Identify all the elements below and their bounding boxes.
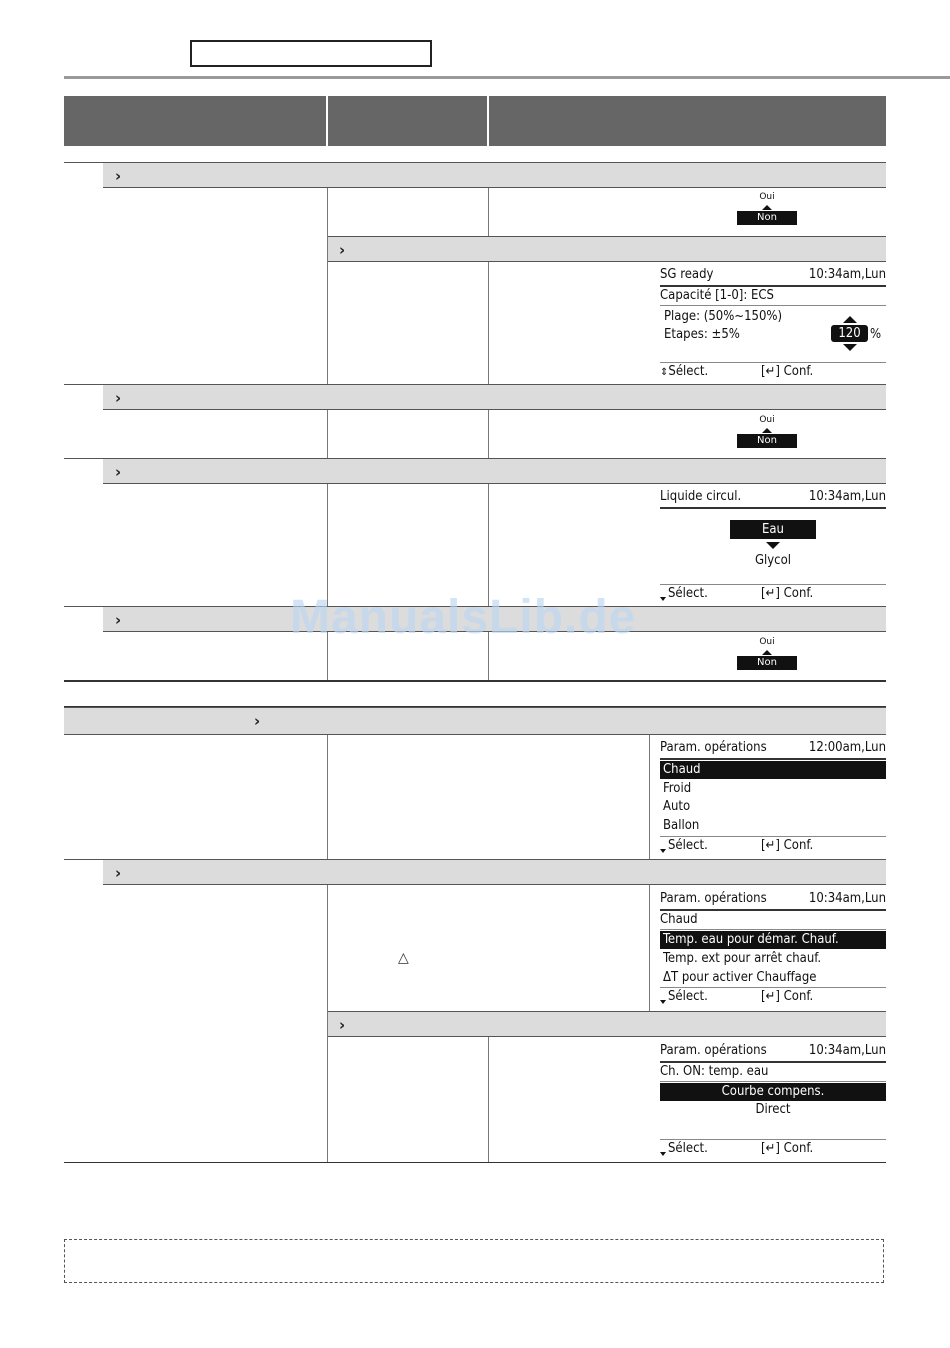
- screen-title: Param. opérations: [660, 1043, 767, 1058]
- option[interactable]: Glycol: [754, 553, 792, 568]
- option-non-selected[interactable]: Non: [737, 211, 797, 225]
- chevron-right-icon: ›: [339, 1016, 346, 1034]
- arrow-up-icon: [843, 316, 857, 323]
- select-hint: Sélect.: [660, 989, 708, 1004]
- column-divider: [327, 410, 328, 458]
- menu-path-bar: [103, 458, 886, 484]
- column-divider: [488, 484, 489, 606]
- confirm-hint: [↵] Conf.: [761, 364, 814, 379]
- column-divider: [488, 410, 489, 458]
- lcd-screen-sg-ready: [660, 266, 886, 382]
- arrow-down-icon: [843, 344, 857, 351]
- screen-time: 12:00am,Lun: [808, 740, 886, 755]
- table-header-col3: [489, 96, 886, 146]
- menu-item[interactable]: Temp. ext pour arrêt chauf.: [663, 951, 822, 966]
- column-divider: [488, 1037, 489, 1162]
- note-box: [64, 1239, 884, 1283]
- screen-time: 10:34am,Lun: [808, 267, 886, 282]
- menu-item[interactable]: Ballon: [663, 818, 700, 833]
- menu-item-selected[interactable]: Temp. eau pour démar. Chauf.: [660, 931, 886, 949]
- confirm-hint: [↵] Conf.: [761, 1141, 814, 1156]
- down-arrow-icon: [660, 849, 666, 853]
- screen-title: Param. opérations: [660, 891, 767, 906]
- steps-text: Etapes: ±5%: [664, 327, 740, 342]
- option-oui[interactable]: Oui: [759, 415, 775, 425]
- range-text: Plage: (50%~150%): [664, 309, 783, 324]
- confirm-hint: [↵] Conf.: [761, 989, 814, 1004]
- screen-title: SG ready: [660, 267, 714, 282]
- select-hint: Sélect.: [660, 586, 708, 601]
- yes-no-selector[interactable]: [737, 415, 797, 448]
- table-header-col1: [64, 96, 326, 146]
- chevron-right-icon: ›: [115, 864, 122, 882]
- screen-time: 10:34am,Lun: [808, 891, 886, 906]
- lcd-screen-param-3: [660, 1042, 886, 1160]
- column-divider: [327, 188, 328, 384]
- lcd-screen-liquide: [660, 488, 886, 604]
- value-display[interactable]: 120: [831, 325, 868, 342]
- menu-item[interactable]: Froid: [663, 781, 692, 796]
- yes-no-selector[interactable]: [737, 192, 797, 225]
- select-hint: Sélect.: [660, 838, 708, 853]
- screen-subtitle: Ch. ON: temp. eau: [660, 1064, 769, 1079]
- triangle-icon: △: [398, 950, 409, 966]
- watermark: ManualsLib.de: [290, 591, 637, 644]
- down-arrow-icon: [660, 597, 666, 601]
- menu-path-bar: [64, 707, 886, 735]
- option-oui[interactable]: Oui: [759, 192, 775, 202]
- option-selected[interactable]: Eau: [730, 520, 816, 539]
- select-hint: Sélect.: [660, 1141, 708, 1156]
- sub-menu-path-bar: [328, 236, 886, 262]
- yes-no-selector[interactable]: [737, 637, 797, 670]
- sub-menu-path-bar: [328, 1011, 886, 1037]
- screen-subtitle: Chaud: [660, 912, 698, 927]
- header-rule: [64, 76, 950, 79]
- select-hint: ⇕Sélect.: [660, 364, 709, 379]
- option-non-selected[interactable]: Non: [737, 434, 797, 448]
- column-divider: [327, 484, 328, 606]
- table-header-col2: [328, 96, 487, 146]
- menu-item[interactable]: ΔT pour activer Chauffage: [663, 970, 817, 985]
- arrow-up-icon: [762, 650, 772, 655]
- arrow-down-icon: [766, 542, 780, 549]
- screen-title: Liquide circul.: [660, 489, 742, 504]
- menu-path-bar: [103, 859, 886, 885]
- table-bottom-rule: [64, 1162, 886, 1163]
- confirm-hint: [↵] Conf.: [761, 838, 814, 853]
- screen-time: 10:34am,Lun: [808, 1043, 886, 1058]
- table-bottom-rule: [64, 680, 886, 682]
- chevron-right-icon: ›: [115, 167, 122, 185]
- option[interactable]: Direct: [755, 1102, 791, 1117]
- down-arrow-icon: [660, 1152, 666, 1156]
- chevron-right-icon: ›: [115, 611, 122, 629]
- column-divider: [649, 735, 650, 859]
- column-divider: [327, 735, 328, 859]
- chevron-right-icon: ›: [115, 463, 122, 481]
- option-selected[interactable]: Courbe compens.: [660, 1083, 886, 1101]
- column-divider: [649, 885, 650, 1011]
- lcd-screen-param-2: [660, 890, 886, 1008]
- value-unit: %: [870, 327, 882, 342]
- arrow-up-icon: [762, 428, 772, 433]
- menu-path-bar: [103, 384, 886, 410]
- arrow-up-icon: [762, 205, 772, 210]
- option-non-selected[interactable]: Non: [737, 656, 797, 670]
- screen-title: Param. opérations: [660, 740, 767, 755]
- menu-item-selected[interactable]: Chaud: [660, 761, 886, 779]
- updown-icon: ⇕: [660, 367, 669, 378]
- header-label-box: [190, 40, 432, 67]
- chevron-right-icon: ›: [115, 389, 122, 407]
- screen-line: Capacité [1-0]: ECS: [660, 288, 774, 303]
- menu-path-bar: [103, 162, 886, 188]
- confirm-hint: [↵] Conf.: [761, 586, 814, 601]
- menu-item[interactable]: Auto: [663, 799, 691, 814]
- chevron-right-icon: ›: [254, 712, 261, 730]
- screen-time: 10:34am,Lun: [808, 489, 886, 504]
- chevron-right-icon: ›: [339, 241, 346, 259]
- lcd-screen-param-1: [660, 739, 886, 857]
- column-divider: [488, 188, 489, 384]
- down-arrow-icon: [660, 1000, 666, 1004]
- option-oui[interactable]: Oui: [759, 637, 775, 647]
